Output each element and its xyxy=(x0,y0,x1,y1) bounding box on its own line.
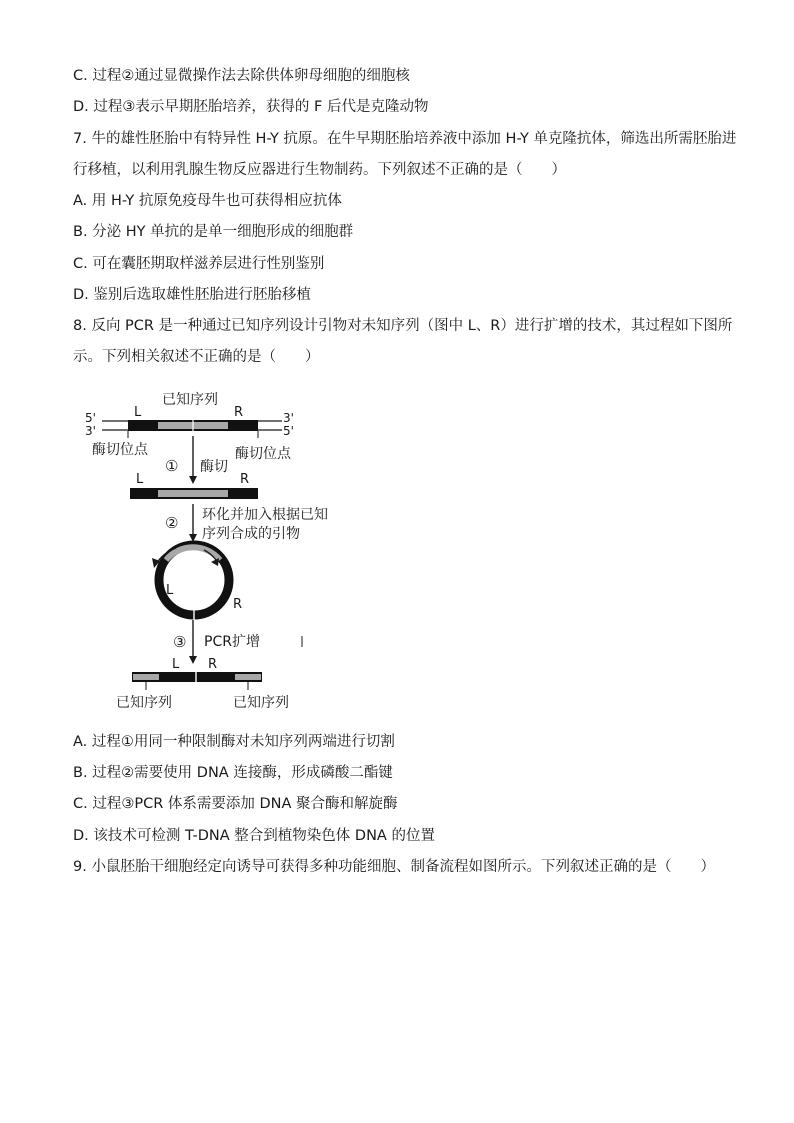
step1-text: 酶切 xyxy=(200,459,228,475)
step3-num: ③ xyxy=(173,633,187,651)
label-L-mid: L xyxy=(136,472,144,487)
arrow-step1-head xyxy=(189,476,197,484)
option-d-q8: D. 该技术可检测 T-DNA 整合到植物染色体 DNA 的位置 xyxy=(73,828,435,844)
reverse-pcr-diagram xyxy=(80,380,380,720)
known-seq-label-left: 已知序列 xyxy=(116,695,172,711)
option-a-q7: A. 用 H-Y 抗原免疫母牛也可获得相应抗体 xyxy=(73,193,342,209)
option-c-q8: C. 过程③PCR 体系需要添加 DNA 聚合酶和解旋酶 xyxy=(73,796,398,812)
label-L-circle: L xyxy=(166,583,174,598)
cut-site-left: 酶切位点 xyxy=(92,442,148,458)
option-b-q8: B. 过程②需要使用 DNA 连接酶，形成磷酸二酯键 xyxy=(73,765,393,781)
known-seq-label-top: 已知序列 xyxy=(162,392,218,408)
five-prime-left: 5' xyxy=(85,411,96,425)
known-seq-block-right xyxy=(235,674,261,680)
question-9-stem: 9. 小鼠胚胎干细胞经定向诱导可获得多种功能细胞、制备流程如图所示。下列叙述正确的是（ ） xyxy=(73,859,715,875)
five-prime-right: 5' xyxy=(283,424,294,438)
cut-site-right: 酶切位点 xyxy=(235,446,291,462)
label-R-mid: R xyxy=(240,472,250,487)
label-R-top: R xyxy=(234,405,244,420)
label-L-product: L xyxy=(172,657,180,672)
option-d-q7: D. 鉴别后选取雄性胚胎进行胚胎移植 xyxy=(73,287,311,303)
option-c-q7: C. 可在囊胚期取样滋养层进行性别鉴别 xyxy=(73,256,325,272)
question-7-stem-2: 行移植，以利用乳腺生物反应器进行生物制药。下列叙述不正确的是（ ） xyxy=(73,162,566,178)
option-d-q6: D. 过程③表示早期胚胎培养，获得的 F 后代是克隆动物 xyxy=(73,99,429,115)
step2-line1: 环化并加入根据已知 xyxy=(202,507,328,523)
label-R-circle: R xyxy=(233,597,243,612)
question-7-stem-1: 7. 牛的雄性胚胎中有特异性 H-Y 抗原。在牛早期胚胎培养液中添加 H-Y 单克隆抗体，筛选出所需胚胎进 xyxy=(73,131,737,147)
option-b-q7: B. 分泌 HY 单抗的是单一细胞形成的细胞群 xyxy=(73,224,354,240)
known-seq-block-linear xyxy=(158,490,228,497)
known-seq-label-right: 已知序列 xyxy=(233,695,289,711)
step1-num: ① xyxy=(165,457,179,475)
step2-line2: 序列合成的引物 xyxy=(202,526,300,542)
label-R-product: R xyxy=(208,657,218,672)
arrow-step3-head xyxy=(189,656,197,664)
question-8-stem-2: 示。下列相关叙述不正确的是（ ） xyxy=(73,349,320,365)
option-c-q6: C. 过程②通过显微操作法去除供体卵母细胞的细胞核 xyxy=(73,68,410,84)
diagram-svg xyxy=(80,380,380,720)
step2-num: ② xyxy=(165,514,179,532)
option-a-q8: A. 过程①用同一种限制酶对未知序列两端进行切割 xyxy=(73,734,395,750)
three-prime-left: 3' xyxy=(85,424,96,438)
known-seq-block-left xyxy=(133,674,159,680)
three-prime-right: 3' xyxy=(283,411,294,425)
question-8-stem-1: 8. 反向 PCR 是一种通过已知序列设计引物对未知序列（图中 L、R）进行扩增的技术，其过程如下图所 xyxy=(73,318,733,334)
step3-text: PCR扩增 xyxy=(204,634,260,650)
label-L-top: L xyxy=(134,405,142,420)
